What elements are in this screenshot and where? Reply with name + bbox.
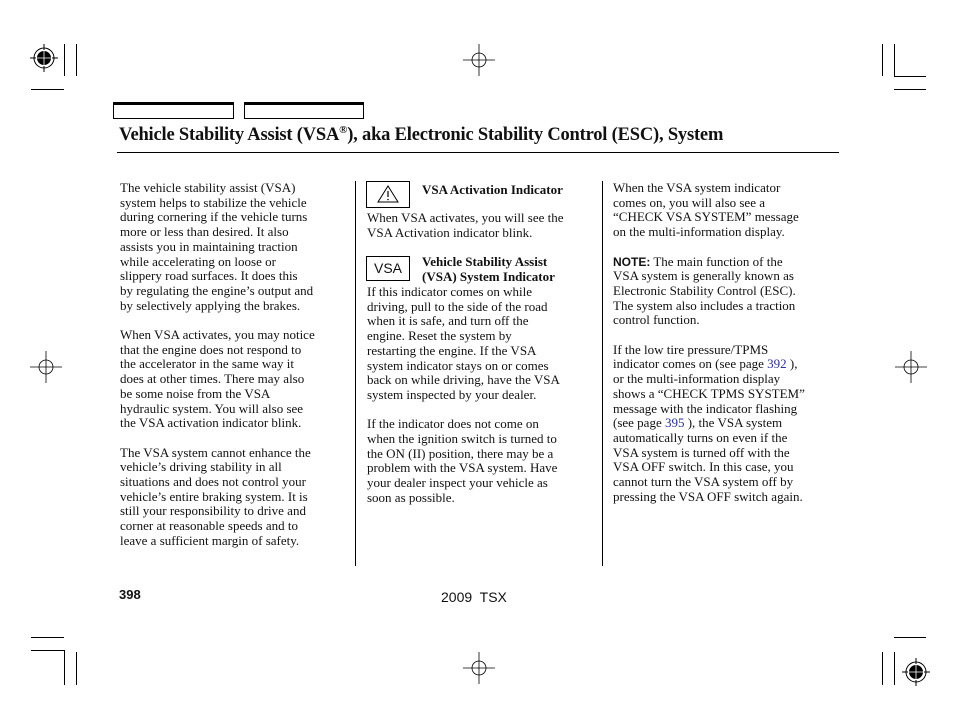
trim-mark <box>31 637 64 638</box>
trim-mark <box>31 89 64 90</box>
column-divider <box>355 181 356 566</box>
trim-mark <box>31 650 64 651</box>
note-paragraph: NOTE: The main function of the VSA system is generally known as Electronic Stability Control (ESC). The system also includes a traction control function. <box>613 253 796 328</box>
column-divider <box>602 181 603 566</box>
vsa-indicator-icon: VSA <box>366 256 410 281</box>
header-tab-box <box>244 102 364 119</box>
warning-triangle-icon <box>367 182 409 207</box>
trim-mark <box>894 44 895 76</box>
paragraph: If the low tire pressure/TPMS indicator comes on (see page 392 ), or the multi-information display shows a “CHECK TPMS SYSTEM” message with the indicator flashing (see page 395 ), the VSA system automatically turns on even if the VSA system is turned off with the VSA OFF switch. In this case, you cannot turn the VSA system off by pressing the VSA OFF switch again. <box>613 341 805 504</box>
trim-mark <box>894 89 926 90</box>
column-right <box>613 181 843 504</box>
registration-target-icon <box>900 656 932 688</box>
trim-mark <box>882 652 883 685</box>
vsa-system-indicator-heading: Vehicle Stability Assist (VSA) System Indicator <box>422 254 555 284</box>
vsa-activation-heading: VSA Activation Indicator <box>422 182 563 197</box>
crosshair-icon <box>895 351 927 383</box>
title-rule <box>117 152 839 153</box>
model-label: 2009 TSX <box>441 589 507 605</box>
paragraph: When VSA activates, you may notice that the engine does not respond to the accelerator in the same way it does at other times. There may also be some noise from the VSA hydraulic system. You will also see the VSA activation indicator blink. <box>120 327 315 431</box>
trim-mark <box>894 637 926 638</box>
vsa-activation-text: When VSA activates, you will see the VSA Activation indicator blink. <box>367 210 564 240</box>
trim-mark <box>64 650 65 685</box>
trim-mark <box>64 44 65 76</box>
note-label: NOTE: <box>613 254 651 269</box>
paragraph: If this indicator comes on while driving, pull to the side of the road when it is safe, and turn off the engine. Reset the system by restarting the engine. If the VSA system indicator stays on or comes back on while driving, have the VSA system inspected by your dealer. <box>367 284 560 402</box>
page-title: Vehicle Stability Assist (VSA®), aka Electronic Stability Control (ESC), System <box>119 124 724 146</box>
crosshair-icon <box>463 44 495 76</box>
vsa-system-text <box>367 285 599 506</box>
trim-mark <box>894 652 895 685</box>
paragraph: The vehicle stability assist (VSA) system helps to stabilize the vehicle during cornering if the vehicle turns more or less than desired. It also assists you in maintaining traction while accelerating on loose or slippery road surfaces. It does this by regulating the engine’s output and by selectively applying the brakes. <box>120 180 314 313</box>
trim-mark <box>76 44 77 76</box>
header-tab-box <box>113 102 234 119</box>
column-left <box>120 181 350 549</box>
crosshair-icon <box>30 351 62 383</box>
paragraph: The VSA system cannot enhance the vehicle’s driving stability in all situations and does not control your vehicle’s entire braking system. It is still your responsibility to drive and corner at reasonable speeds and to leave a sufficient margin of safety. <box>120 444 311 548</box>
paragraph: If the indicator does not come on when the ignition switch is turned to the ON (II) position, there may be a problem with the VSA system. Have your dealer inspect your vehicle as soon as possible. <box>367 416 558 505</box>
registration-target-icon <box>28 42 60 74</box>
warning-indicator-icon-box <box>366 181 410 208</box>
page-link-392[interactable]: 392 <box>767 356 787 372</box>
trim-mark <box>882 44 883 76</box>
crosshair-icon <box>463 652 495 684</box>
page-link-395[interactable]: 395 <box>664 415 685 431</box>
paragraph: When the VSA system indicator comes on, you will also see a “CHECK VSA SYSTEM” message on the multi-information display. <box>613 180 799 240</box>
page-number: 398 <box>119 587 141 602</box>
trim-mark <box>76 652 77 685</box>
trim-mark <box>894 76 926 77</box>
